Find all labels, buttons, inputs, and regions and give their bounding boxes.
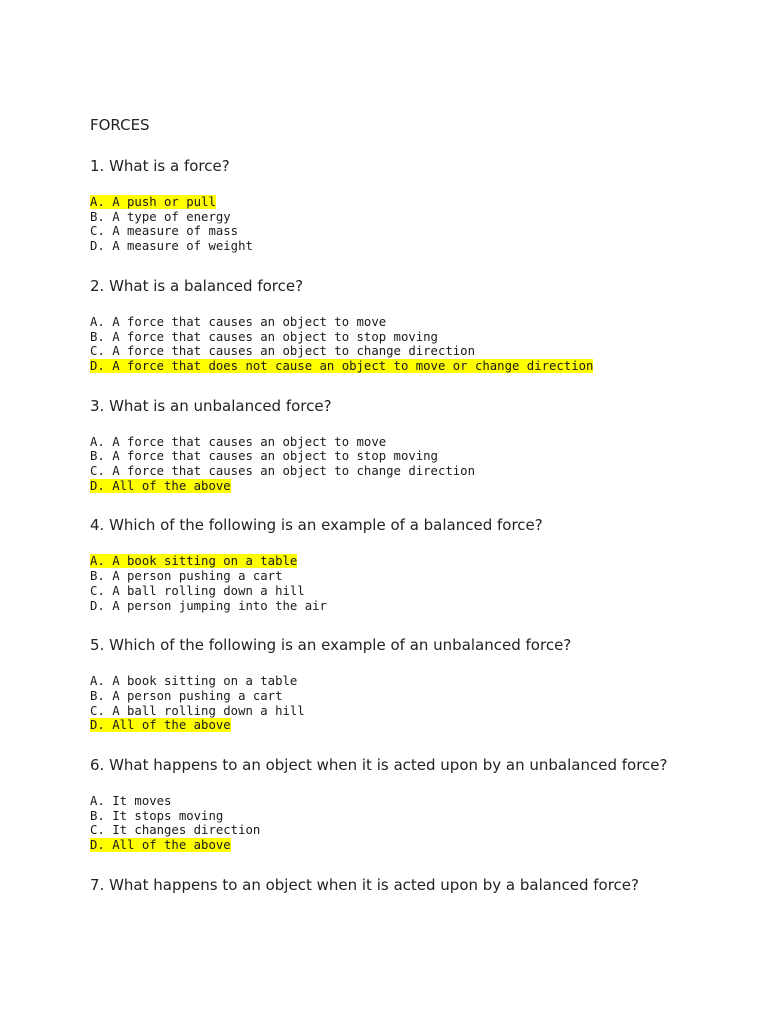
question-text: 3. What is an unbalanced force? bbox=[90, 396, 332, 415]
question-text: 1. What is a force? bbox=[90, 157, 230, 175]
answer-option-highlighted bbox=[90, 359, 730, 374]
answer-option-text: C. A force that causes an object to change direction bbox=[90, 464, 475, 479]
question-block bbox=[90, 516, 730, 613]
answer-option bbox=[90, 210, 730, 225]
answer-option bbox=[90, 704, 730, 719]
answer-option bbox=[90, 674, 730, 689]
answer-option-text: A. A force that causes an object to move bbox=[90, 434, 387, 449]
answer-options bbox=[90, 315, 730, 374]
answer-option-text: A. A force that causes an object to move bbox=[90, 314, 387, 329]
answer-option-highlighted bbox=[90, 554, 730, 569]
question-list bbox=[90, 157, 730, 894]
answer-option bbox=[90, 435, 730, 450]
answer-option-text: D. A force that does not cause an object to move or change direction bbox=[90, 358, 594, 373]
answer-option-text: C. A ball rolling down a hill bbox=[90, 583, 305, 598]
answer-option-text: D. All of the above bbox=[90, 718, 231, 733]
answer-option-text: B. A person pushing a cart bbox=[90, 688, 283, 703]
answer-option-text: B. A force that causes an object to stop moving bbox=[90, 449, 438, 464]
answer-option-text: B. A force that causes an object to stop moving bbox=[90, 329, 438, 344]
question-text: 5. Which of the following is an example of an unbalanced force? bbox=[90, 636, 572, 655]
answer-option bbox=[90, 224, 730, 239]
answer-option-text: D. All of the above bbox=[90, 838, 231, 853]
question-block bbox=[90, 636, 730, 733]
answer-option-text: C. A force that causes an object to change direction bbox=[90, 344, 475, 359]
answer-option bbox=[90, 689, 730, 704]
answer-option-highlighted bbox=[90, 838, 730, 853]
answer-option-text: C. A measure of mass bbox=[90, 224, 239, 239]
answer-option-highlighted bbox=[90, 718, 730, 733]
question-text: 4. Which of the following is an example of a balanced force? bbox=[90, 516, 543, 535]
answer-options bbox=[90, 674, 730, 733]
answer-option-text: A. A push or pull bbox=[90, 195, 216, 209]
answer-option-highlighted bbox=[90, 195, 730, 210]
answer-option-text: C. It changes direction bbox=[90, 823, 261, 838]
question-text: 2. What is a balanced force? bbox=[90, 276, 304, 295]
answer-option-text: A. It moves bbox=[90, 794, 172, 809]
answer-option bbox=[90, 344, 730, 359]
question-text: 7. What happens to an object when it is acted upon by a balanced force? bbox=[90, 875, 639, 894]
answer-option bbox=[90, 569, 730, 584]
answer-option-highlighted bbox=[90, 479, 730, 494]
answer-option-text: C. A ball rolling down a hill bbox=[90, 703, 305, 718]
answer-option-text: B. It stops moving bbox=[90, 808, 224, 823]
answer-option-text: D. A measure of weight bbox=[90, 239, 253, 254]
answer-options bbox=[90, 554, 730, 613]
answer-option bbox=[90, 584, 730, 599]
answer-option bbox=[90, 794, 730, 809]
question-block bbox=[90, 277, 730, 374]
answer-option-text: B. A person pushing a cart bbox=[90, 569, 283, 584]
answer-option bbox=[90, 809, 730, 824]
answer-option bbox=[90, 823, 730, 838]
answer-options bbox=[90, 794, 730, 853]
answer-option bbox=[90, 315, 730, 330]
answer-options bbox=[90, 195, 730, 254]
answer-option-text: D. A person jumping into the air bbox=[90, 598, 327, 613]
answer-option-text: B. A type of energy bbox=[90, 209, 231, 224]
question-block bbox=[90, 876, 730, 894]
answer-option-text: D. All of the above bbox=[90, 478, 231, 493]
answer-option bbox=[90, 464, 730, 479]
answer-option bbox=[90, 239, 730, 254]
answer-option-text: A. A book sitting on a table bbox=[90, 554, 298, 569]
answer-option bbox=[90, 330, 730, 345]
question-block bbox=[90, 756, 730, 853]
answer-option bbox=[90, 449, 730, 464]
answer-options bbox=[90, 435, 730, 494]
question-block bbox=[90, 157, 730, 254]
answer-option bbox=[90, 599, 730, 614]
document-title: FORCES bbox=[90, 116, 150, 134]
document-page bbox=[90, 116, 730, 914]
answer-option-text: A. A book sitting on a table bbox=[90, 674, 298, 689]
question-text: 6. What happens to an object when it is acted upon by an unbalanced force? bbox=[90, 756, 668, 775]
question-block bbox=[90, 397, 730, 494]
